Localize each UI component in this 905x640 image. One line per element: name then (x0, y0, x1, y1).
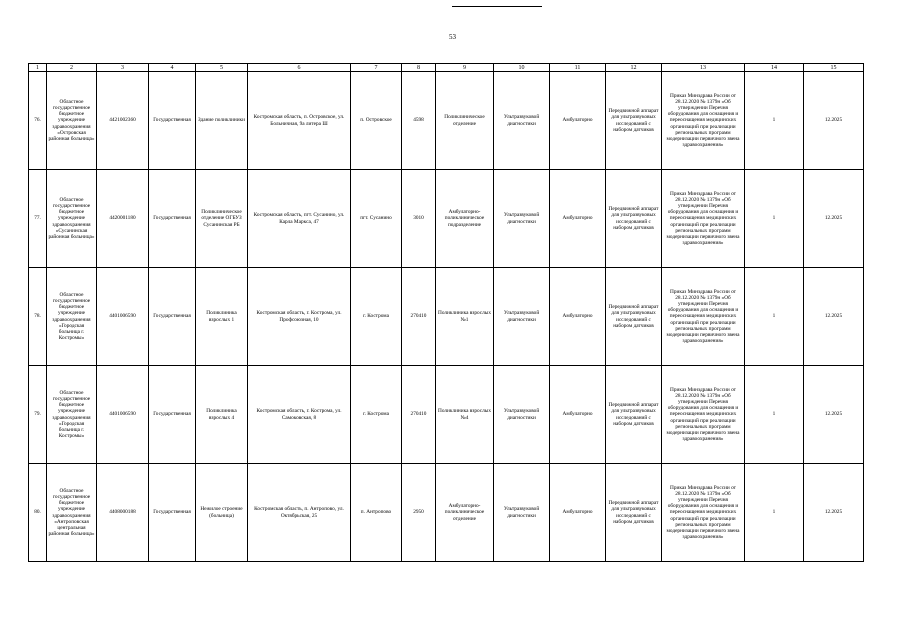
column-header: 4 (149, 64, 196, 72)
locality: пгт. Сусанино (351, 170, 402, 268)
table-row (29, 170, 864, 268)
equipment: Передвижной аппарат для ультразвуковых исследований с набором датчиков (606, 72, 662, 170)
ownership-form: Государственная (149, 268, 196, 366)
quantity: 1 (745, 464, 804, 562)
quantity: 1 (745, 170, 804, 268)
equipment: Передвижной аппарат для ультразвуковых исследований с набором датчиков (606, 464, 662, 562)
care-form: Амбулаторно (550, 170, 606, 268)
column-header: 6 (248, 64, 351, 72)
equipment: Передвижной аппарат для ультразвуковых исследований с набором датчиков (606, 366, 662, 464)
building-name: Здание поликлиники (196, 72, 248, 170)
service-profile: Ультразвуковой диагностики (494, 464, 550, 562)
address: Костромская область, г. Кострома, ул. Самоковская, 8 (248, 366, 351, 464)
page-number: 53 (449, 33, 456, 41)
row-number: 77. (29, 170, 47, 268)
column-header: 11 (550, 64, 606, 72)
organization-name: Областное государственное бюджетное учреждение здравоохранения «Антроповская центральная районная больница» (47, 464, 97, 562)
column-header: 15 (804, 64, 864, 72)
ownership-form: Государственная (149, 366, 196, 464)
population: 270410 (402, 366, 436, 464)
organization-code: 4421002360 (97, 72, 149, 170)
organization-name: Областное государственное бюджетное учреждение здравоохранения «Городская больница г. Костромы» (47, 366, 97, 464)
division: Амбулаторно-поликлиническое отделение (436, 464, 494, 562)
column-header: 13 (662, 64, 745, 72)
legal-basis: Приказ Минздрава России от 28.12.2020 № 1379н «Об утверждении Перечня оборудования для оснащения и переоснащения медицинских организаций при реализации региональных программ модернизации первичного звена здравоохранения» (662, 464, 745, 562)
population: 4598 (402, 72, 436, 170)
equipment-table (28, 63, 864, 562)
table-row (29, 464, 864, 562)
locality: г. Кострома (351, 366, 402, 464)
building-name: Поликлиника взрослых 4 (196, 366, 248, 464)
address: Костромская область, п. Антропово, ул. Октябрьская, 25 (248, 464, 351, 562)
period: 12.2025 (804, 366, 864, 464)
column-header: 8 (402, 64, 436, 72)
division: Поликлиническое отделение (436, 72, 494, 170)
building-name: Поликлиника взрослых 1 (196, 268, 248, 366)
column-header: 1 (29, 64, 47, 72)
address: Костромская область, п. Островское, ул. Больничная, 9а литера Ш (248, 72, 351, 170)
column-header: 5 (196, 64, 248, 72)
organization-code: 4420001180 (97, 170, 149, 268)
ownership-form: Государственная (149, 464, 196, 562)
table-header-row (29, 64, 864, 72)
legal-basis: Приказ Минздрава России от 28.12.2020 № 1379н «Об утверждении Перечня оборудования для оснащения и переоснащения медицинских организаций при реализации региональных программ модернизации первичного звена здравоохранения» (662, 268, 745, 366)
service-profile: Ультразвуковой диагностики (494, 170, 550, 268)
legal-basis: Приказ Минздрава России от 28.12.2020 № 1379н «Об утверждении Перечня оборудования для оснащения и переоснащения медицинских организаций при реализации региональных программ модернизации первичного звена здравоохранения» (662, 366, 745, 464)
care-form: Амбулаторно (550, 464, 606, 562)
building-name: Нежилое строение (больница) (196, 464, 248, 562)
column-header: 7 (351, 64, 402, 72)
address: Костромская область, г. Кострома, ул. Профсоюзная, 10 (248, 268, 351, 366)
organization-code: 4408000188 (97, 464, 149, 562)
care-form: Амбулаторно (550, 366, 606, 464)
row-number: 80. (29, 464, 47, 562)
locality: п. Островское (351, 72, 402, 170)
service-profile: Ультразвуковой диагностики (494, 366, 550, 464)
column-header: 14 (745, 64, 804, 72)
service-profile: Ультразвуковой диагностики (494, 72, 550, 170)
organization-code: 4401006590 (97, 268, 149, 366)
care-form: Амбулаторно (550, 268, 606, 366)
division: Амбулаторно-поликлиническое подразделение (436, 170, 494, 268)
organization-name: Областное государственное бюджетное учреждение здравоохранения «Сусанинская районная больница» (47, 170, 97, 268)
period: 12.2025 (804, 268, 864, 366)
care-form: Амбулаторно (550, 72, 606, 170)
quantity: 1 (745, 72, 804, 170)
division: Поликлиника взрослых №1 (436, 268, 494, 366)
equipment: Передвижной аппарат для ультразвуковых исследований с набором датчиков (606, 268, 662, 366)
legal-basis: Приказ Минздрава России от 28.12.2020 № 1379н «Об утверждении Перечня оборудования для оснащения и переоснащения медицинских организаций при реализации региональных программ модернизации первичного звена здравоохранения» (662, 72, 745, 170)
population: 2950 (402, 464, 436, 562)
ownership-form: Государственная (149, 170, 196, 268)
row-number: 76. (29, 72, 47, 170)
locality: п. Антропово (351, 464, 402, 562)
column-header: 3 (97, 64, 149, 72)
row-number: 78. (29, 268, 47, 366)
period: 12.2025 (804, 464, 864, 562)
organization-name: Областное государственное бюджетное учреждение здравоохранения «Островская районная больница» (47, 72, 97, 170)
quantity: 1 (745, 268, 804, 366)
column-header: 12 (606, 64, 662, 72)
equipment: Передвижной аппарат для ультразвуковых исследований с набором датчиков (606, 170, 662, 268)
row-number: 79. (29, 366, 47, 464)
organization-code: 4401006590 (97, 366, 149, 464)
table-row (29, 366, 864, 464)
organization-name: Областное государственное бюджетное учреждение здравоохранения «Городская больница г. Костромы» (47, 268, 97, 366)
column-header: 2 (47, 64, 97, 72)
table-row (29, 268, 864, 366)
population: 3010 (402, 170, 436, 268)
division: Поликлиника взрослых №4 (436, 366, 494, 464)
locality: г. Кострома (351, 268, 402, 366)
legal-basis: Приказ Минздрава России от 28.12.2020 № 1379н «Об утверждении Перечня оборудования для оснащения и переоснащения медицинских организаций при реализации региональных программ модернизации первичного звена здравоохранения» (662, 170, 745, 268)
column-header: 10 (494, 64, 550, 72)
address: Костромская область, пгт. Сусанино, ул. Карла Маркса, 47 (248, 170, 351, 268)
table-row (29, 72, 864, 170)
column-header: 9 (436, 64, 494, 72)
top-rule (452, 6, 542, 7)
period: 12.2025 (804, 72, 864, 170)
quantity: 1 (745, 366, 804, 464)
service-profile: Ультразвуковой диагностики (494, 268, 550, 366)
population: 270410 (402, 268, 436, 366)
period: 12.2025 (804, 170, 864, 268)
ownership-form: Государственная (149, 72, 196, 170)
building-name: Поликлиническое отделение ОГБУЗ Сусанинская РБ (196, 170, 248, 268)
